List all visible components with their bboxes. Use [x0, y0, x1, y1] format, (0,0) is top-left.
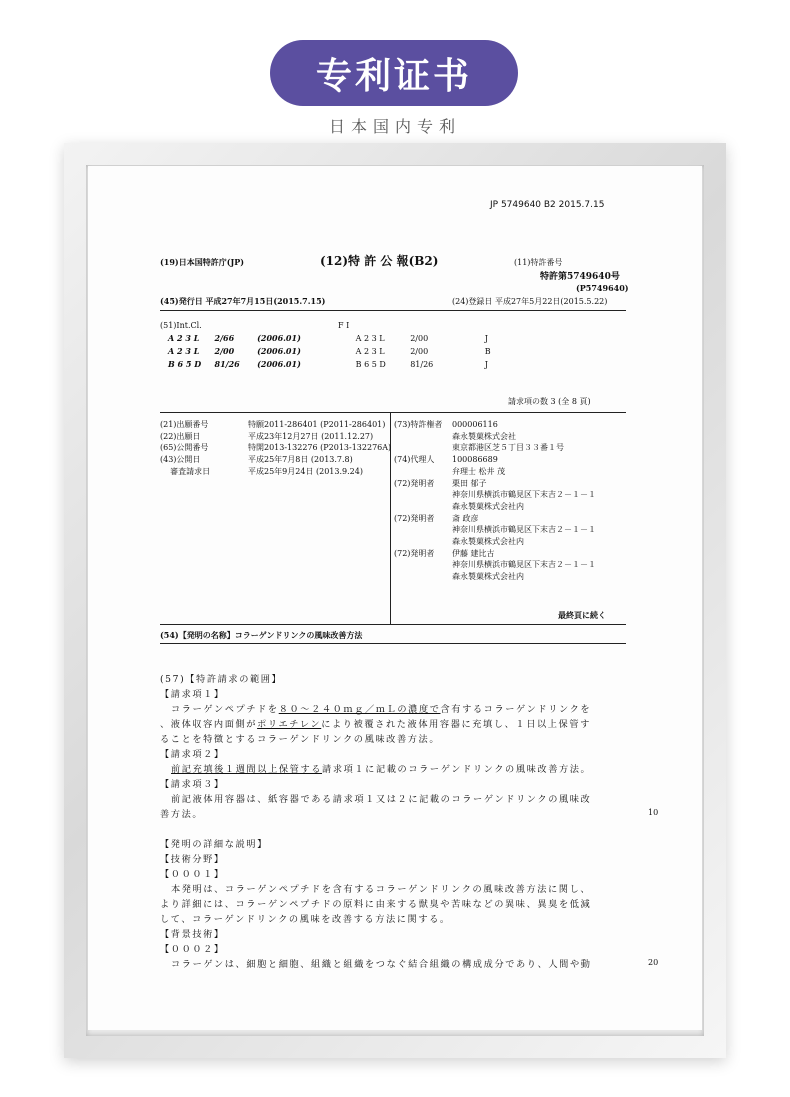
fi-label: F I	[338, 321, 350, 330]
top-reference: JP 5749640 B2 2015.7.15	[490, 200, 605, 210]
info-row: 森永製菓株式会社内	[452, 537, 524, 547]
claim-1-line-1: コラーゲンペプチドを８０～２４０ｍｇ／ｍＬの濃度で含有するコラーゲンドリンクを	[171, 704, 592, 715]
page-subtitle: 日本国内专利	[328, 117, 461, 136]
paragraph-0001-line-3: して、コラーゲンドリンクの風味を改善する方法に関する。	[160, 914, 451, 925]
claim-1-line-2: 、液体収容内面側がポリエチレンにより被覆された液体用容器に充填し、１日以上保管す	[160, 719, 591, 730]
technical-field-heading: 【技術分野】	[160, 854, 225, 865]
info-row: 東京都港区芝５丁目３３番１号	[452, 443, 564, 453]
claims-heading: (57)【特許請求の範囲】	[160, 674, 283, 685]
info-row: 弁理士 松井 茂	[452, 466, 506, 476]
rule-2	[160, 412, 626, 413]
patent-number-label: (11)特許番号	[514, 258, 563, 267]
paragraph-0002-heading: 【０００２】	[160, 944, 225, 955]
paragraph-0001-line-1: 本発明は、コラーゲンペプチドを含有するコラーゲンドリンクの風味改善方法に関し、	[171, 884, 592, 895]
claim-1-heading: 【請求項１】	[160, 689, 225, 700]
intcl-label: (51)Int.Cl.	[160, 321, 202, 330]
info-row: 審査請求日 平成25年9月24日 (2013.9.24)	[160, 466, 363, 476]
line-number-10: 10	[648, 808, 659, 817]
registration-date: (24)登録日 平成27年5月22日(2015.5.22)	[452, 297, 608, 306]
info-row: 神奈川県横浜市鶴見区下末吉２－１－１	[452, 560, 596, 570]
claim-3-line-1: 前記液体用容器は、紙容器である請求項１又は２に記載のコラーゲンドリンクの風味改	[171, 794, 592, 805]
paragraph-0001-heading: 【０００１】	[160, 869, 225, 880]
background-heading: 【背景技術】	[160, 929, 225, 940]
page-title: 专利证书	[315, 55, 472, 97]
rule-3	[160, 624, 626, 625]
info-row: (74)代理人 100086689	[394, 455, 498, 465]
info-row: 森永製菓株式会社内	[452, 501, 524, 511]
info-row: (43)公開日 平成25年7月8日 (2013.7.8)	[160, 455, 353, 465]
gazette-title: (12)特 許 公 報(B2)	[320, 254, 439, 268]
paragraph-0002-line-1: コラーゲンは、細胞と細胞、組織と組織をつなぐ結合組織の構成成分であり、人間や動	[171, 959, 592, 970]
patent-number-paren: (P5749640)	[576, 283, 629, 293]
claim-3-line-2: 善方法。	[160, 809, 204, 820]
invention-title: (54)【発明の名称】コラーゲンドリンクの風味改善方法	[160, 630, 363, 640]
ipc-row: A 2 3 L 2/00 (2006.01) A 2 3 L 2/00 B	[168, 346, 491, 356]
info-row: (72)発明者 栗田 郁子	[394, 478, 487, 488]
issue-date: (45)発行日 平成27年7月15日(2015.7.15)	[160, 296, 326, 306]
ipc-row: A 2 3 L 2/66 (2006.01) A 2 3 L 2/00 J	[168, 333, 488, 343]
paragraph-0001-line-2: より詳細には、コラーゲンペプチドの原料に由来する獣臭や苦味などの異味、異臭を低減	[160, 899, 592, 910]
rule-4	[160, 643, 626, 644]
rule-1	[160, 310, 626, 311]
patent-document	[88, 166, 702, 1030]
info-row: 森永製菓株式会社	[452, 431, 516, 441]
info-row: (21)出願番号 特願2011-286401 (P2011-286401)	[160, 420, 386, 429]
application-info	[160, 419, 391, 478]
claim-2-heading: 【請求項２】	[160, 749, 225, 760]
holder-inventor-info	[394, 419, 596, 583]
continued-note: 最終頁に続く	[558, 610, 606, 620]
info-row: (65)公開番号 特開2013-132276 (P2013-132276A)	[160, 443, 392, 453]
claim-3-heading: 【請求項３】	[160, 779, 225, 790]
info-row: 神奈川県横浜市鶴見区下末吉２－１－１	[452, 525, 596, 535]
claims-count: 請求項の数 3 (全 8 頁)	[508, 397, 591, 406]
ipc-row: B 6 5 D 81/26 (2006.01) B 6 5 D 81/26 J	[168, 359, 488, 369]
info-row: 森永製菓株式会社内	[452, 572, 524, 582]
detail-heading: 【発明の詳細な説明】	[160, 839, 268, 850]
issuing-office: (19)日本国特許庁(JP)	[160, 257, 245, 267]
info-row: (22)出願日 平成23年12月27日 (2011.12.27)	[160, 431, 374, 441]
claim-2-line-1: 前記充填後１週間以上保管する請求項１に記載のコラーゲンドリンクの風味改善方法。	[171, 764, 592, 775]
info-row: (72)発明者 伊藤 建比古	[394, 548, 495, 558]
info-row: (72)発明者 斎 政彦	[394, 513, 479, 523]
info-row: 神奈川県横浜市鶴見区下末吉２－１－１	[452, 490, 596, 500]
line-number-20: 20	[648, 958, 659, 967]
patent-number: 特許第5749640号	[540, 272, 620, 282]
info-row: (73)特許権者 000006116	[394, 420, 498, 429]
page-title-pill	[270, 40, 518, 106]
claim-1-line-3: ることを特徴とするコラーゲンドリンクの風味改善方法。	[160, 734, 441, 745]
